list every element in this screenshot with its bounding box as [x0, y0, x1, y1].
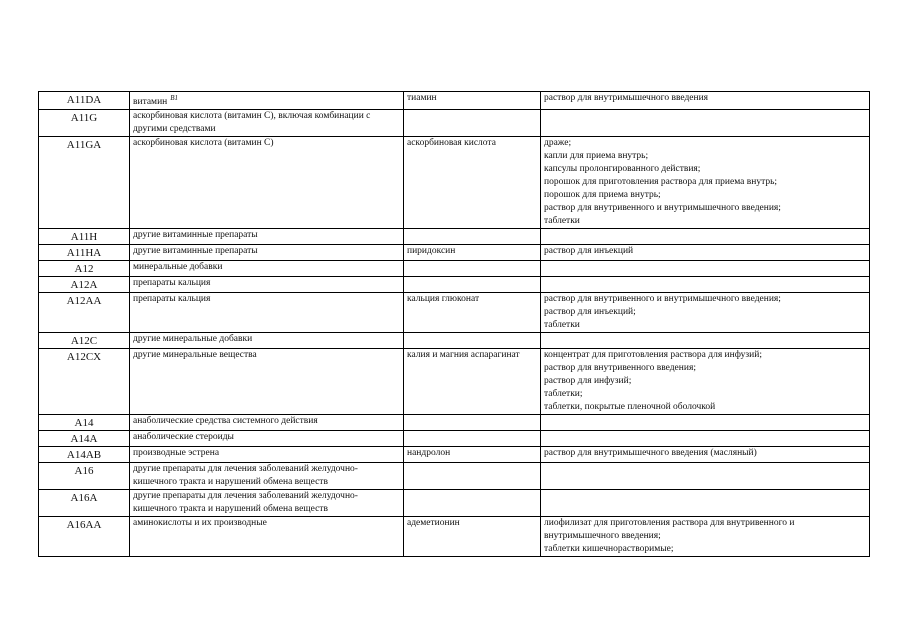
dosage-form-item: раствор для внутримышечного введения (масляный) — [544, 448, 757, 459]
group-subscript: B1 — [170, 94, 179, 102]
dosage-form-item: капли для приема внутрь; — [544, 151, 649, 162]
dosage-form-item: раствор для инъекций; — [544, 307, 636, 318]
group-text: минеральные добавки — [133, 262, 223, 273]
dosage-forms-cell — [541, 517, 870, 557]
pharmacological-group-cell — [130, 245, 404, 261]
inn-cell: нандролон — [404, 447, 541, 463]
pharmacological-group-cell — [130, 490, 404, 517]
inn-cell: пиридоксин — [404, 245, 541, 261]
dosage-form-item: раствор для внутримышечного введения — [544, 93, 709, 103]
table-body — [39, 92, 870, 557]
table-row — [39, 261, 870, 277]
dosage-form-item: таблетки — [544, 216, 580, 227]
inn-cell — [404, 110, 541, 137]
dosage-forms-cell — [541, 415, 870, 431]
group-text: препараты кальция — [133, 278, 211, 289]
table-row — [39, 137, 870, 229]
group-text: другие витаминные препараты — [133, 246, 258, 257]
dosage-forms-cell — [541, 261, 870, 277]
pharmacological-group-cell — [130, 333, 404, 349]
dosage-forms-cell — [541, 245, 870, 261]
atc-code-cell: A12 — [39, 261, 130, 277]
group-text: производные эстрена — [133, 448, 220, 459]
inn-cell — [404, 490, 541, 517]
atc-code-cell: A14 — [39, 415, 130, 431]
pharmacological-group-cell — [130, 349, 404, 415]
atc-code-cell: A12AA — [39, 293, 130, 333]
dosage-forms-cell — [541, 431, 870, 447]
inn-cell — [404, 333, 541, 349]
dosage-forms-cell — [541, 229, 870, 245]
atc-code-cell: A11GA — [39, 137, 130, 229]
pharmacological-group-cell — [130, 447, 404, 463]
table-row — [39, 415, 870, 431]
dosage-forms-cell — [541, 92, 870, 110]
dosage-form-item: драже; — [544, 138, 572, 149]
dosage-form-item: порошок для приема внутрь; — [544, 190, 661, 201]
table-row — [39, 447, 870, 463]
group-text: аскорбиновая кислота (витамин С) — [133, 138, 274, 149]
dosage-forms-cell — [541, 137, 870, 229]
group-text: другие витаминные препараты — [133, 230, 258, 241]
dosage-form-item: концентрат для приготовления раствора для инфузий; — [544, 350, 762, 361]
inn-cell — [404, 431, 541, 447]
dosage-forms-cell — [541, 447, 870, 463]
group-text: другие препараты для лечения заболеваний желудочно-кишечного тракта и нарушений обмена веществ — [133, 464, 358, 488]
group-text: аскорбиновая кислота (витамин С), включая комбинации с другими средствами — [133, 111, 371, 135]
inn-cell: тиамин — [404, 92, 541, 110]
inn-cell — [404, 277, 541, 293]
group-text: витамин — [133, 97, 168, 108]
dosage-forms-cell — [541, 463, 870, 490]
group-text: аминокислоты и их производные — [133, 518, 267, 529]
atc-code-cell: A11HA — [39, 245, 130, 261]
inn-cell: кальция глюконат — [404, 293, 541, 333]
group-text: анаболические средства системного действия — [133, 416, 318, 427]
atc-code-cell: A12CX — [39, 349, 130, 415]
atc-code-cell: A12A — [39, 277, 130, 293]
inn-cell — [404, 415, 541, 431]
pharmacological-group-cell — [130, 110, 404, 137]
atc-code-cell: A16AA — [39, 517, 130, 557]
atc-code-cell: A11DA — [39, 92, 130, 110]
dosage-forms-cell — [541, 293, 870, 333]
atc-code-cell: A16 — [39, 463, 130, 490]
dosage-form-item: капсулы пролонгированного действия; — [544, 164, 701, 175]
pharmacological-group-cell — [130, 137, 404, 229]
pharmacological-group-cell — [130, 229, 404, 245]
group-text: другие препараты для лечения заболеваний желудочно-кишечного тракта и нарушений обмена веществ — [133, 491, 358, 515]
atc-code-cell: A14AB — [39, 447, 130, 463]
pharmacological-group-cell — [130, 517, 404, 557]
atc-code-cell: A12C — [39, 333, 130, 349]
pharmacological-group-cell — [130, 92, 404, 110]
pharmacological-group-cell — [130, 261, 404, 277]
table-row — [39, 333, 870, 349]
inn-cell — [404, 463, 541, 490]
dosage-form-item: раствор для инъекций — [544, 246, 634, 257]
inn-cell — [404, 261, 541, 277]
pharmacological-group-cell — [130, 293, 404, 333]
dosage-form-item: раствор для внутривенного и внутримышечного введения; — [544, 203, 781, 214]
table-row — [39, 349, 870, 415]
dosage-forms-cell — [541, 110, 870, 137]
pharmacological-group-cell — [130, 463, 404, 490]
drug-list-table — [38, 91, 870, 557]
table-row — [39, 277, 870, 293]
dosage-form-item: раствор для внутривенного введения; — [544, 363, 696, 374]
atc-code-cell: A14A — [39, 431, 130, 447]
table-row — [39, 463, 870, 490]
group-text: препараты кальция — [133, 294, 211, 305]
atc-code-cell: A11G — [39, 110, 130, 137]
dosage-form-item: порошок для приготовления раствора для приема внутрь; — [544, 177, 778, 188]
dosage-forms-cell — [541, 277, 870, 293]
dosage-form-item: лиофилизат для приготовления раствора для внутривенного и внутримышечного введения; — [544, 518, 795, 542]
pharmacological-group-cell — [130, 415, 404, 431]
dosage-form-item: раствор для внутривенного и внутримышечного введения; — [544, 294, 781, 305]
document-page — [38, 91, 869, 557]
dosage-form-item: раствор для инфузий; — [544, 376, 632, 387]
pharmacological-group-cell — [130, 277, 404, 293]
dosage-form-item: таблетки; — [544, 389, 583, 400]
table-row — [39, 229, 870, 245]
table-row — [39, 517, 870, 557]
atc-code-cell: A16A — [39, 490, 130, 517]
table-row — [39, 431, 870, 447]
table-row — [39, 245, 870, 261]
dosage-forms-cell — [541, 490, 870, 517]
table-row — [39, 110, 870, 137]
pharmacological-group-cell — [130, 431, 404, 447]
dosage-forms-cell — [541, 333, 870, 349]
inn-cell: аскорбиновая кислота — [404, 137, 541, 229]
table-row — [39, 490, 870, 517]
inn-cell: калия и магния аспарагинат — [404, 349, 541, 415]
group-text: анаболические стероиды — [133, 432, 234, 443]
dosage-form-item: таблетки, покрытые пленочной оболочкой — [544, 402, 716, 413]
table-row — [39, 293, 870, 333]
group-text: другие минеральные добавки — [133, 334, 253, 345]
dosage-forms-cell — [541, 349, 870, 415]
inn-cell — [404, 229, 541, 245]
inn-cell: адеметионин — [404, 517, 541, 557]
atc-code-cell: A11H — [39, 229, 130, 245]
dosage-form-item: таблетки кишечнорастворимые; — [544, 544, 674, 555]
dosage-form-item: таблетки — [544, 320, 580, 331]
group-text: другие минеральные вещества — [133, 350, 257, 361]
table-row — [39, 92, 870, 110]
